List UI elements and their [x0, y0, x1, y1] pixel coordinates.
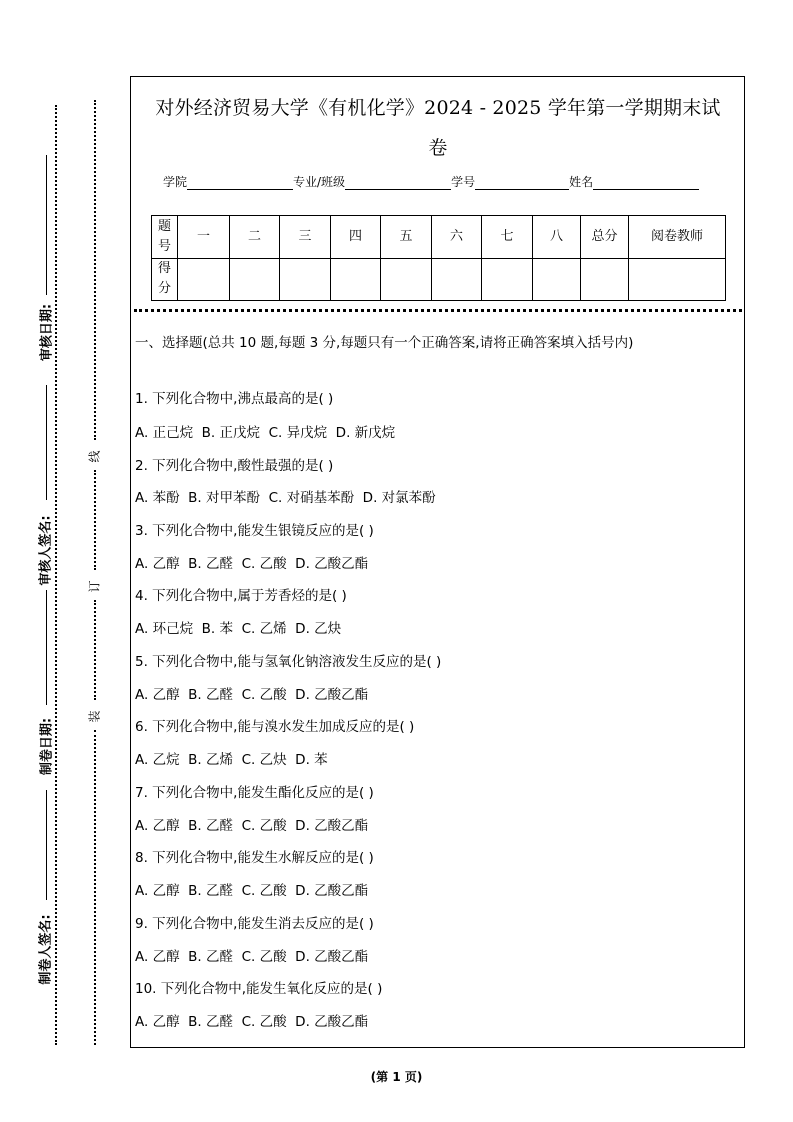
score-header-cell: 题号: [152, 216, 178, 259]
score-table-score-row: [152, 258, 726, 301]
question-options: A. 乙醇 B. 乙醛 C. 乙酸 D. 乙酸乙酯: [135, 1014, 369, 1030]
binding-char-ding: 订: [87, 580, 102, 593]
score-header-cell: 七: [482, 216, 533, 259]
score-header-cell: 阅卷教师: [629, 216, 726, 259]
reviewer-sign-label: 审核人签名:: [38, 515, 54, 586]
question-options: A. 乙醇 B. 乙醛 C. 乙酸 D. 乙酸乙酯: [135, 556, 369, 572]
score-header-cell: 八: [533, 216, 581, 259]
question-options: A. 乙烷 B. 乙烯 C. 乙炔 D. 苯: [135, 752, 328, 768]
field-major-label: 专业/班级: [293, 175, 346, 189]
signature-line-4: [46, 790, 47, 900]
score-header-cell: 三: [280, 216, 331, 259]
question-text: 2. 下列化合物中,酸性最强的是( ): [135, 458, 334, 474]
signature-line-1: [46, 155, 47, 295]
maker-sign-label: 制卷人签名:: [38, 914, 54, 985]
score-table-header-row: [152, 216, 726, 259]
signature-line-2: [46, 385, 47, 500]
exam-title-line2: 卷: [428, 137, 448, 159]
score-table: [151, 215, 726, 301]
exam-title-line1: 对外经济贸易大学《有机化学》2024 - 2025 学年第一学期期末试: [155, 97, 721, 119]
score-header-cell: 二: [230, 216, 280, 259]
binding-char-zhuang: 装: [87, 710, 102, 723]
score-cell[interactable]: [482, 258, 533, 301]
field-name-blank[interactable]: [593, 175, 699, 190]
score-cell[interactable]: [178, 258, 230, 301]
question-text: 10. 下列化合物中,能发生氧化反应的是( ): [135, 981, 383, 997]
header-separator: [134, 309, 742, 312]
question-options: A. 乙醇 B. 乙醛 C. 乙酸 D. 乙酸乙酯: [135, 883, 369, 899]
student-info-row: [163, 173, 699, 190]
score-cell[interactable]: [230, 258, 280, 301]
dotted-line-outer: [55, 105, 57, 1045]
question-text: 6. 下列化合物中,能与溴水发生加成反应的是( ): [135, 719, 415, 735]
score-header-cell: 五: [381, 216, 432, 259]
dotted-line-inner-1: [94, 100, 96, 440]
dotted-line-inner-2: [94, 470, 96, 570]
field-college-blank[interactable]: [187, 175, 293, 190]
question-options: A. 苯酚 B. 对甲苯酚 C. 对硝基苯酚 D. 对氯苯酚: [135, 490, 436, 506]
dotted-line-inner-4: [94, 730, 96, 1045]
score-header-cell: 总分: [581, 216, 629, 259]
question-text: 5. 下列化合物中,能与氢氧化钠溶液发生反应的是( ): [135, 654, 442, 670]
question-options: A. 乙醇 B. 乙醛 C. 乙酸 D. 乙酸乙酯: [135, 818, 369, 834]
field-name-label: 姓名: [569, 175, 594, 189]
score-cell[interactable]: [533, 258, 581, 301]
question-options: A. 正己烷 B. 正戊烷 C. 异戊烷 D. 新戊烷: [135, 425, 396, 441]
question-text: 8. 下列化合物中,能发生水解反应的是( ): [135, 850, 374, 866]
score-header-cell: 六: [432, 216, 482, 259]
field-college-label: 学院: [163, 175, 188, 189]
score-header-cell: 四: [331, 216, 381, 259]
question-text: 1. 下列化合物中,沸点最高的是( ): [135, 391, 334, 407]
question-text: 7. 下列化合物中,能发生酯化反应的是( ): [135, 785, 374, 801]
field-id-label: 学号: [451, 175, 476, 189]
question-text: 3. 下列化合物中,能发生银镜反应的是( ): [135, 523, 374, 539]
score-cell[interactable]: [432, 258, 482, 301]
exam-title: [134, 88, 742, 168]
score-cell[interactable]: [381, 258, 432, 301]
score-header-cell: 一: [178, 216, 230, 259]
page-number: (第 1 页): [370, 1070, 423, 1084]
question-options: A. 乙醇 B. 乙醛 C. 乙酸 D. 乙酸乙酯: [135, 949, 369, 965]
binding-char-xian: 线: [87, 450, 102, 463]
maker-date-label: 制卷日期:: [39, 717, 55, 776]
signature-line-3: [46, 590, 47, 705]
field-id-blank[interactable]: [475, 175, 569, 190]
score-cell[interactable]: [581, 258, 629, 301]
question-text: 4. 下列化合物中,属于芳香烃的是( ): [135, 588, 347, 604]
score-cell[interactable]: [629, 258, 726, 301]
section-heading: 一、选择题(总共 10 题,每题 3 分,每题只有一个正确答案,请将正确答案填入括号内): [135, 335, 634, 351]
score-row-label: 得分: [152, 258, 178, 301]
reviewer-date-label: 审核日期:: [39, 303, 55, 362]
score-cell[interactable]: [331, 258, 381, 301]
dotted-line-inner-3: [94, 600, 96, 700]
question-options: A. 乙醇 B. 乙醛 C. 乙酸 D. 乙酸乙酯: [135, 687, 369, 703]
question-text: 9. 下列化合物中,能发生消去反应的是( ): [135, 916, 374, 932]
question-options: A. 环己烷 B. 苯 C. 乙烯 D. 乙炔: [135, 621, 342, 637]
score-cell[interactable]: [280, 258, 331, 301]
field-major-blank[interactable]: [345, 175, 451, 190]
